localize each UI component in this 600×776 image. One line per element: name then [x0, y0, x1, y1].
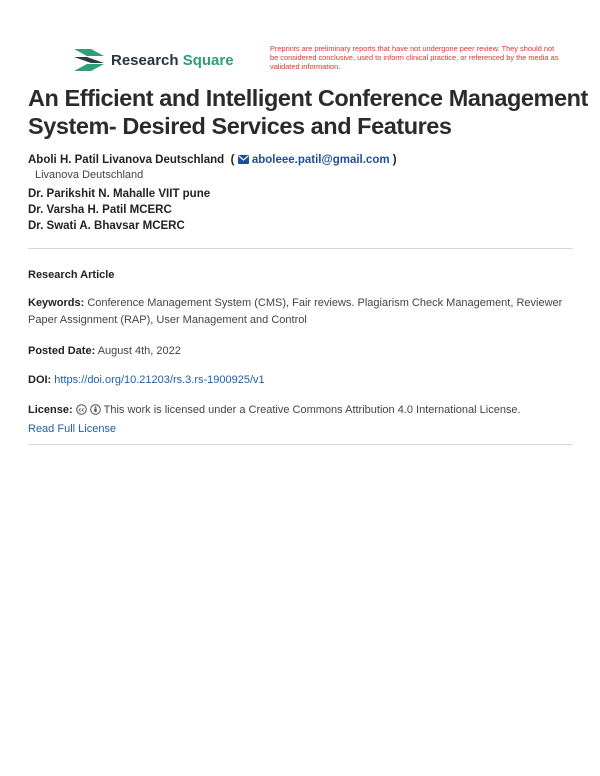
author-list: [28, 152, 573, 234]
svg-text:cc: cc: [78, 407, 85, 414]
author-email-link[interactable]: [238, 154, 390, 166]
research-square-logo-icon: [74, 49, 104, 71]
author-item: Aboli H. Patil Livanova Deutschland ( aboleee.patil@gmail.com ): [28, 154, 397, 166]
paper-title: An Efficient and Intelligent Conference Management System- Desired Services and Features: [28, 85, 588, 139]
research-square-logo[interactable]: [74, 48, 234, 72]
divider: [28, 444, 573, 445]
keywords: [28, 295, 573, 329]
posted-date: [28, 343, 573, 360]
doi-link[interactable]: https://doi.org/10.21203/rs.3.rs-1900925/v1: [54, 374, 265, 386]
keywords-value: Conference Management System (CMS), Fair reviews. Plagiarism Check Management, Reviewer Paper Assignment (RAP), User Management and Control: [28, 297, 563, 326]
brand-name-square: Square: [182, 51, 234, 69]
doi-label: DOI:: [28, 374, 52, 386]
brand-name: [111, 52, 234, 69]
license: [28, 402, 573, 438]
posted-date-label: Posted Date:: [28, 345, 96, 357]
author-email: aboleee.patil@gmail.com: [251, 154, 390, 166]
author-item: Dr. Varsha H. Patil MCERC: [28, 204, 172, 216]
author-item: Dr. Parikshit N. Mahalle VIIT pune: [28, 188, 211, 200]
license-label: License:: [28, 404, 73, 416]
article-type: Research Article: [28, 269, 115, 281]
read-full-license-link[interactable]: Read Full License: [28, 423, 117, 435]
author-name: Aboli H. Patil Livanova Deutschland: [28, 154, 225, 166]
cc-icon: [76, 404, 87, 415]
author-affiliation: Livanova Deutschland: [35, 169, 144, 181]
author-item: Dr. Swati A. Bhavsar MCERC: [28, 220, 185, 232]
license-text: This work is licensed under a Creative Commons Attribution 4.0 International License.: [103, 404, 521, 416]
keywords-label: Keywords:: [28, 297, 85, 309]
doi: [28, 372, 573, 389]
by-attribution-icon: [90, 404, 101, 415]
divider: [28, 248, 573, 249]
preprint-notice: Preprints are preliminary reports that have not undergone peer review. They should not be considered conclusive, used to inform clinical practice, or referenced by the media as validated information.: [270, 44, 559, 71]
posted-date-value: August 4th, 2022: [97, 345, 181, 357]
brand-name-research: Research: [111, 51, 179, 69]
envelope-icon: [238, 155, 249, 164]
